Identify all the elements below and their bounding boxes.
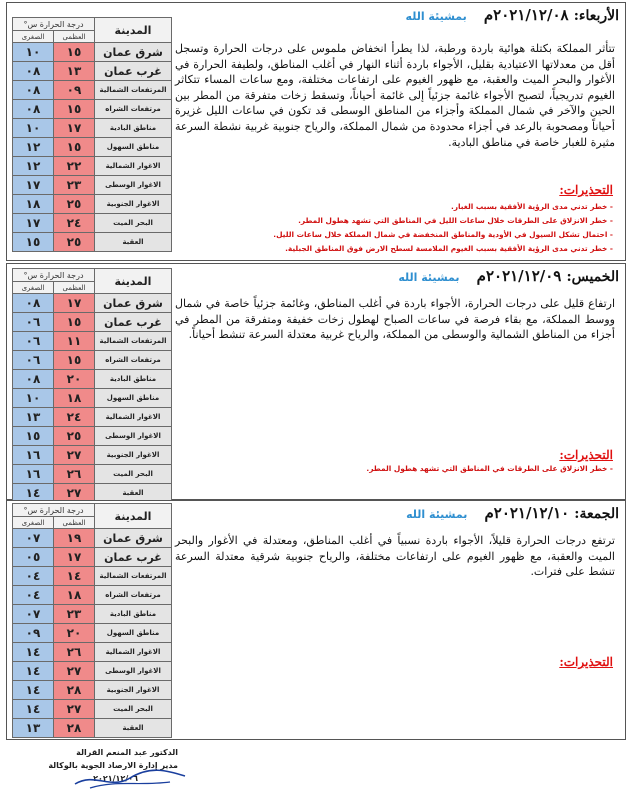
max-temp: ٢٠ bbox=[54, 370, 95, 389]
min-temp: ٠٩ bbox=[13, 624, 54, 643]
max-temp: ١٥ bbox=[54, 313, 95, 332]
city-name: المرتفعات الشمالية bbox=[95, 332, 172, 351]
handwritten-signature bbox=[70, 762, 190, 792]
min-temp: ١٦ bbox=[13, 446, 54, 465]
min-temp: ٠٧ bbox=[13, 529, 54, 548]
city-name: العقبة bbox=[95, 484, 172, 503]
city-name: الاغوار الجنوبية bbox=[95, 681, 172, 700]
city-name: الاغوار الشمالية bbox=[95, 408, 172, 427]
max-temp: ٢٦ bbox=[54, 643, 95, 662]
temperature-table bbox=[12, 268, 172, 503]
min-temp: ١٨ bbox=[13, 195, 54, 214]
min-header: الصغرى bbox=[13, 517, 54, 529]
temperature-header: درجة الحرارة س° bbox=[13, 504, 95, 517]
max-temp: ٢٦ bbox=[54, 465, 95, 484]
signature-date: ٢٠٢١/١٢/٠٦ bbox=[93, 774, 138, 783]
day-header bbox=[406, 503, 619, 522]
warnings-title: التحذيرات: bbox=[559, 448, 613, 462]
max-header: العظمى bbox=[54, 282, 95, 294]
min-temp: ١٥ bbox=[13, 427, 54, 446]
min-temp: ١٠ bbox=[13, 43, 54, 62]
signatory-name: الدكتور عبد المنعم القرالة bbox=[76, 748, 178, 757]
temperature-table bbox=[12, 503, 172, 738]
max-temp: ١٥ bbox=[54, 100, 95, 119]
city-name: مناطق البادية bbox=[95, 605, 172, 624]
city-name: مناطق السهول bbox=[95, 389, 172, 408]
min-temp: ٠٨ bbox=[13, 100, 54, 119]
city-name: شرق عمان bbox=[95, 294, 172, 313]
signatory-title: مدير إدارة الارصاد الجوية بالوكالة bbox=[48, 761, 178, 770]
max-temp: ١٧ bbox=[54, 294, 95, 313]
city-name: الاغوار الشمالية bbox=[95, 157, 172, 176]
blessing-text: بمشيئة الله bbox=[406, 508, 468, 521]
max-temp: ١١ bbox=[54, 332, 95, 351]
forecast-text: ترتفع درجات الحرارة قليلاً، الأجواء باردة نسبياً في أغلب المناطق، ومعتدلة في الأغوار والبحر الميت والعقبة، مع ظهور الغيوم على ارتفاعات مختلفة، والرياح جنوبية شرقية معتدلة السرعة تنشط على فترات. bbox=[175, 534, 615, 579]
forecast-text: تتأثر المملكة بكتلة هوائية باردة ورطبة، لذا يطرأ انخفاض ملموس على درجات الحرارة وتسجل أقل من معدلاتها الاعتيادية بقليل، الأجواء باردة أثناء النهار في أغلب المناطق، ولطيفة الحرارة في الأغوار والبحر الميت والعقبة، مع ظهور الغيوم على ارتفاعات مختلفة، ومع ساعات المساء تتكاثر الغيوم تدريجياً، لتصبح الأجواء غائمة جزئياً إلى غائمة أحياناً، وتسقط زخات متفرقة من المطر بين الحين والآخر في شمال المملكة وأجزاء من المناطق الوسطى قد تكون في ساعات الليل غزيرة أحياناً ومصحوبة بالرعد في أجزاء محدودة من شمال المملكة، والرياح جنوبية غربية نشطة السرعة مثيرة للغبار خاصة في مناطق البادية. bbox=[175, 42, 615, 149]
city-name: مناطق البادية bbox=[95, 370, 172, 389]
city-name: مرتفعات الشراه bbox=[95, 100, 172, 119]
min-temp: ١٤ bbox=[13, 662, 54, 681]
city-name: العقبة bbox=[95, 233, 172, 252]
city-name: شرق عمان bbox=[95, 529, 172, 548]
min-temp: ١٧ bbox=[13, 176, 54, 195]
min-temp: ١٤ bbox=[13, 700, 54, 719]
max-temp: ٢٧ bbox=[54, 484, 95, 503]
max-temp: ١٨ bbox=[54, 586, 95, 605]
min-temp: ٠٤ bbox=[13, 586, 54, 605]
max-temp: ٢٣ bbox=[54, 176, 95, 195]
min-temp: ٠٥ bbox=[13, 548, 54, 567]
temperature-header: درجة الحرارة س° bbox=[13, 269, 95, 282]
warning-item: - خطر تدني مدى الرؤية الأفقية بسبب الغيوم الملامسة لسطح الارض فوق المناطق الجبلية. bbox=[285, 244, 613, 253]
max-temp: ٢٥ bbox=[54, 427, 95, 446]
city-column-header: المدينة bbox=[95, 504, 172, 529]
max-temp: ٢٣ bbox=[54, 605, 95, 624]
min-temp: ١٠ bbox=[13, 389, 54, 408]
city-name: شرق عمان bbox=[95, 43, 172, 62]
day-header bbox=[398, 266, 619, 285]
min-temp: ١٤ bbox=[13, 681, 54, 700]
min-temp: ٠٧ bbox=[13, 605, 54, 624]
max-temp: ١٤ bbox=[54, 567, 95, 586]
day-date: ٢٠٢١/١٢/٠٩م bbox=[476, 267, 562, 285]
max-temp: ٢٧ bbox=[54, 662, 95, 681]
city-name: الاغوار الجنوبية bbox=[95, 195, 172, 214]
max-temp: ١٩ bbox=[54, 529, 95, 548]
city-name: الاغوار الوسطى bbox=[95, 427, 172, 446]
min-temp: ١٢ bbox=[13, 157, 54, 176]
city-name: مرتفعات الشراه bbox=[95, 586, 172, 605]
min-temp: ١٠ bbox=[13, 119, 54, 138]
warning-item: - خطر تدني مدى الرؤية الأفقية بسبب الغبار. bbox=[450, 202, 613, 211]
max-temp: ٢٨ bbox=[54, 719, 95, 738]
max-temp: ٢٨ bbox=[54, 681, 95, 700]
max-temp: ٢٧ bbox=[54, 700, 95, 719]
min-temp: ١٤ bbox=[13, 484, 54, 503]
min-temp: ١٢ bbox=[13, 138, 54, 157]
min-temp: ١٧ bbox=[13, 214, 54, 233]
city-name: البحر الميت bbox=[95, 700, 172, 719]
warning-item: - احتمال تشكل السيول في الأودية والمناطق المنخفضة في شمال المملكة خلال ساعات الليل. bbox=[273, 230, 613, 239]
max-header: العظمى bbox=[54, 31, 95, 43]
min-temp: ٠٦ bbox=[13, 351, 54, 370]
min-temp: ٠٦ bbox=[13, 332, 54, 351]
city-name: مرتفعات الشراه bbox=[95, 351, 172, 370]
max-temp: ٢٥ bbox=[54, 233, 95, 252]
temperature-header: درجة الحرارة س° bbox=[13, 18, 95, 31]
day-name: الأربعاء: bbox=[573, 8, 619, 24]
min-temp: ١٣ bbox=[13, 408, 54, 427]
min-header: الصغرى bbox=[13, 282, 54, 294]
max-temp: ١٣ bbox=[54, 62, 95, 81]
min-temp: ٠٦ bbox=[13, 313, 54, 332]
city-name: البحر الميت bbox=[95, 214, 172, 233]
warning-item: - خطر الانزلاق على الطرقات خلال ساعات الليل في المناطق التي تشهد هطول المطر. bbox=[298, 216, 613, 225]
min-temp: ٠٨ bbox=[13, 81, 54, 100]
min-temp: ١٥ bbox=[13, 233, 54, 252]
city-column-header: المدينة bbox=[95, 18, 172, 43]
min-temp: ٠٨ bbox=[13, 294, 54, 313]
min-temp: ٠٨ bbox=[13, 370, 54, 389]
city-name: المرتفعات الشمالية bbox=[95, 567, 172, 586]
blessing-text: بمشيئة الله bbox=[405, 10, 467, 23]
city-name: مناطق السهول bbox=[95, 624, 172, 643]
max-header: العظمى bbox=[54, 517, 95, 529]
max-temp: ١٥ bbox=[54, 351, 95, 370]
city-name: مناطق البادية bbox=[95, 119, 172, 138]
max-temp: ٢٤ bbox=[54, 214, 95, 233]
forecast-text: ارتفاع قليل على درجات الحرارة، الأجواء باردة في أغلب المناطق، وغائمة جزئياً خاصة في شمال ووسط المملكة، مع بقاء فرصة في ساعات الصباح لهطول زخات خفيفة ومتفرقة من المطر في أجزاء من المناطق الشمالية والوسطى من المملكة، والرياح غربية معتدلة السرعة تنشط أحياناً. bbox=[175, 297, 615, 342]
city-name: غرب عمان bbox=[95, 313, 172, 332]
forecast-day-3 bbox=[6, 500, 626, 740]
min-temp: ١٦ bbox=[13, 465, 54, 484]
day-name: الجمعة: bbox=[574, 506, 619, 522]
min-temp: ١٤ bbox=[13, 643, 54, 662]
city-name: الاغوار الجنوبية bbox=[95, 446, 172, 465]
max-temp: ١٥ bbox=[54, 43, 95, 62]
max-temp: ١٧ bbox=[54, 119, 95, 138]
city-name: الاغوار الوسطى bbox=[95, 176, 172, 195]
city-name: الاغوار الشمالية bbox=[95, 643, 172, 662]
day-date: ٢٠٢١/١٢/٠٨م bbox=[483, 6, 569, 24]
max-temp: ١٨ bbox=[54, 389, 95, 408]
day-name: الخميس: bbox=[566, 269, 619, 285]
min-temp: ٠٤ bbox=[13, 567, 54, 586]
max-temp: ٠٩ bbox=[54, 81, 95, 100]
min-header: الصغرى bbox=[13, 31, 54, 43]
blessing-text: بمشيئة الله bbox=[398, 271, 460, 284]
day-date: ٢٠٢١/١٢/١٠م bbox=[484, 504, 570, 522]
warnings-title: التحذيرات: bbox=[559, 183, 613, 197]
city-name: الاغوار الوسطى bbox=[95, 662, 172, 681]
city-name: غرب عمان bbox=[95, 548, 172, 567]
forecast-day-1 bbox=[6, 2, 626, 261]
max-temp: ٢٢ bbox=[54, 157, 95, 176]
temperature-table bbox=[12, 17, 172, 252]
max-temp: ٢٠ bbox=[54, 624, 95, 643]
city-name: البحر الميت bbox=[95, 465, 172, 484]
city-name: مناطق السهول bbox=[95, 138, 172, 157]
city-name: المرتفعات الشمالية bbox=[95, 81, 172, 100]
day-header bbox=[406, 5, 619, 24]
warning-item: - خطر الانزلاق على الطرقات في المناطق التي تشهد هطول المطر. bbox=[366, 464, 613, 473]
min-temp: ٠٨ bbox=[13, 62, 54, 81]
city-column-header: المدينة bbox=[95, 269, 172, 294]
max-temp: ٢٤ bbox=[54, 408, 95, 427]
warnings-title: التحذيرات: bbox=[559, 655, 613, 669]
city-name: العقبة bbox=[95, 719, 172, 738]
forecast-day-2 bbox=[6, 263, 626, 500]
max-temp: ١٥ bbox=[54, 138, 95, 157]
min-temp: ١٣ bbox=[13, 719, 54, 738]
max-temp: ٢٥ bbox=[54, 195, 95, 214]
max-temp: ١٧ bbox=[54, 548, 95, 567]
city-name: غرب عمان bbox=[95, 62, 172, 81]
max-temp: ٢٧ bbox=[54, 446, 95, 465]
